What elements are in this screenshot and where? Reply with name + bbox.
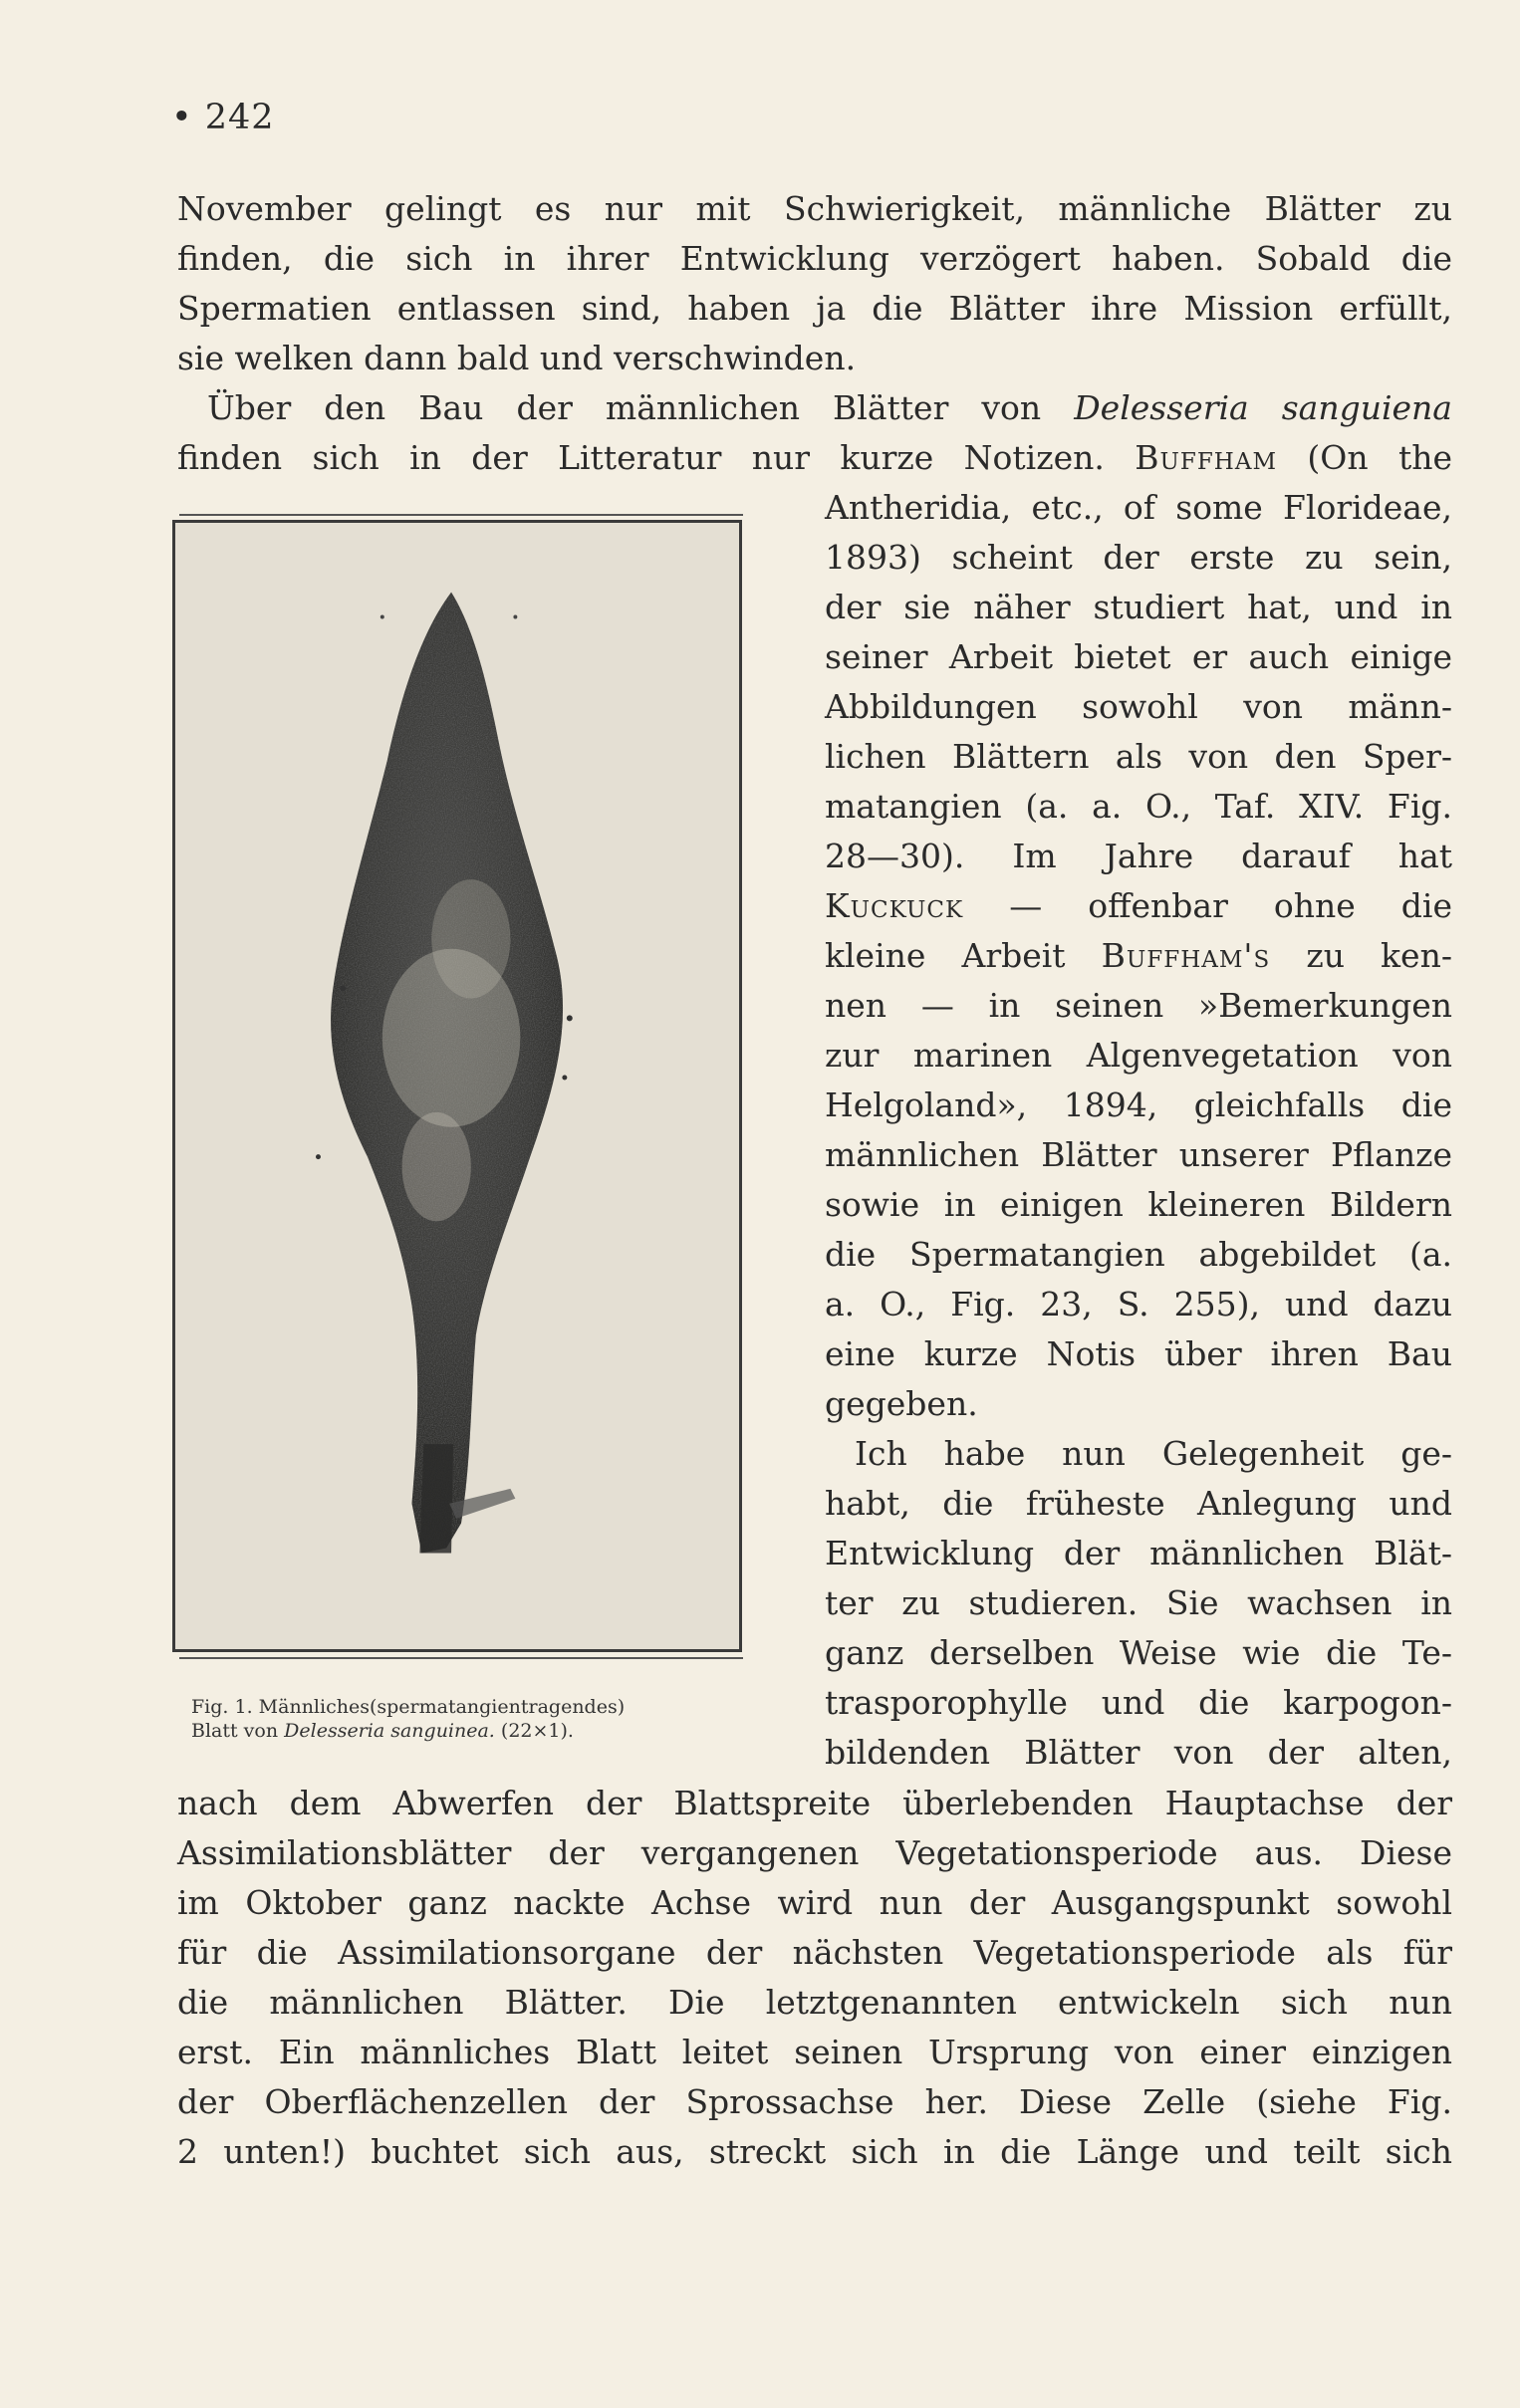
text-line (825, 881, 1452, 931)
text-line (177, 383, 1452, 433)
text-line: Assimilationsblätter der vergangenen Vegetationsperiode aus. Diese (177, 1833, 1452, 1872)
text-line: Abbildungen sowohl von männ- (825, 687, 1452, 726)
text-line: die Spermatangien abgebildet (a. (825, 1235, 1452, 1274)
text-line: nach dem Abwerfen der Blattspreite überlebenden Hauptachse der (177, 1784, 1452, 1822)
text-fragment: Über den Bau der männlichen Blätter von (207, 388, 1042, 427)
page-number: • 242 (171, 98, 275, 137)
text-fragment: (On the (1307, 438, 1452, 477)
caption-line (191, 1719, 749, 1743)
text-fragment: — offenbar ohne die (1009, 886, 1452, 925)
text-line: a. O., Fig. 23, S. 255), und dazu (825, 1285, 1452, 1324)
figure-rule (179, 514, 743, 516)
author-name: Buffham (1135, 438, 1278, 477)
text-line: bildenden Blätter von der alten, (825, 1733, 1452, 1772)
text-line: lichen Blättern als von den Sper- (825, 737, 1452, 776)
text-line: eine kurze Notis über ihren Bau (825, 1334, 1452, 1373)
text-line (825, 931, 1452, 981)
text-line: habt, die früheste Anlegung und (825, 1484, 1452, 1523)
author-name: Kuckuck (825, 886, 964, 925)
text-line: der sie näher studiert hat, und in (825, 588, 1452, 626)
author-name: Buffham's (1101, 936, 1271, 975)
text-line: 2 unten!) buchtet sich aus, streckt sich in die Länge und teilt sich (177, 2132, 1452, 2171)
text-line: im Oktober ganz nackte Achse wird nun der Ausgangspunkt sowohl (177, 1883, 1452, 1922)
text-line: ter zu studieren. Sie wachsen in (825, 1583, 1452, 1622)
text-line: sie welken dann bald und verschwinden. (177, 339, 857, 377)
text-line: Helgoland», 1894, gleichfalls die (825, 1085, 1452, 1124)
leaf-illustration (175, 523, 739, 1649)
species-name: Delesseria sanguinea. (284, 1720, 495, 1742)
text-line: November gelingt es nur mit Schwierigkeit, männliche Blätter zu (177, 189, 1452, 228)
text-line: Ich habe nun Gelegenheit ge- (855, 1434, 1452, 1473)
text-line: seiner Arbeit bietet er auch einige (825, 637, 1452, 676)
text-fragment: (22×1). (500, 1720, 574, 1742)
figure-1-image (172, 520, 742, 1652)
side-column-text (825, 483, 1452, 1778)
text-line: erst. Ein männliches Blatt leitet seinen Ursprung von einer einzigen (177, 2033, 1452, 2071)
text-line: finden, die sich in ihrer Entwicklung verzögert haben. Sobald die (177, 239, 1452, 278)
text-line: zur marinen Algenvegetation von (825, 1036, 1452, 1075)
figure-rule (179, 1657, 743, 1659)
text-fragment: kleine Arbeit (825, 936, 1066, 975)
text-line: trasporophylle und die karpogon- (825, 1683, 1452, 1722)
text-line: matangien (a. a. O., Taf. XIV. Fig. (825, 787, 1452, 826)
text-line: ganz derselben Weise wie die Te- (825, 1633, 1452, 1672)
figure-caption (191, 1695, 749, 1743)
text-line: sowie in einigen kleineren Bildern (825, 1185, 1452, 1224)
text-fragment: zu ken- (1306, 936, 1452, 975)
text-line: die männlichen Blätter. Die letztgenannten entwickeln sich nun (177, 1983, 1452, 2022)
text-line: Antheridia, etc., of some Florideae, (825, 488, 1452, 527)
caption-line: Fig. 1. Männliches(spermatangientragendes) (191, 1696, 626, 1718)
text-line: für die Assimilationsorgane der nächsten Vegetationsperiode als für (177, 1933, 1452, 1972)
text-line: männlichen Blätter unserer Pflanze (825, 1135, 1452, 1174)
text-fragment: finden sich in der Litteratur nur kurze Notizen. (177, 438, 1105, 477)
text-line: gegeben. (825, 1384, 978, 1423)
text-line: nen — in seinen »Bemerkungen (825, 986, 1452, 1025)
text-line (177, 433, 1452, 483)
paragraph-bottom (177, 1779, 1452, 2177)
species-name: Delesseria sanguiena (1074, 388, 1452, 427)
text-line: 28—30). Im Jahre darauf hat (825, 837, 1452, 875)
paragraph-top (177, 184, 1452, 483)
text-line: 1893) scheint der erste zu sein, (825, 538, 1452, 577)
text-line: Entwicklung der männlichen Blät- (825, 1534, 1452, 1572)
text-line: Spermatien entlassen sind, haben ja die Blätter ihre Mission erfüllt, (177, 289, 1452, 328)
text-line: der Oberflächenzellen der Sprossachse her. Diese Zelle (siehe Fig. (177, 2082, 1452, 2121)
text-fragment: Blatt von (191, 1720, 279, 1742)
